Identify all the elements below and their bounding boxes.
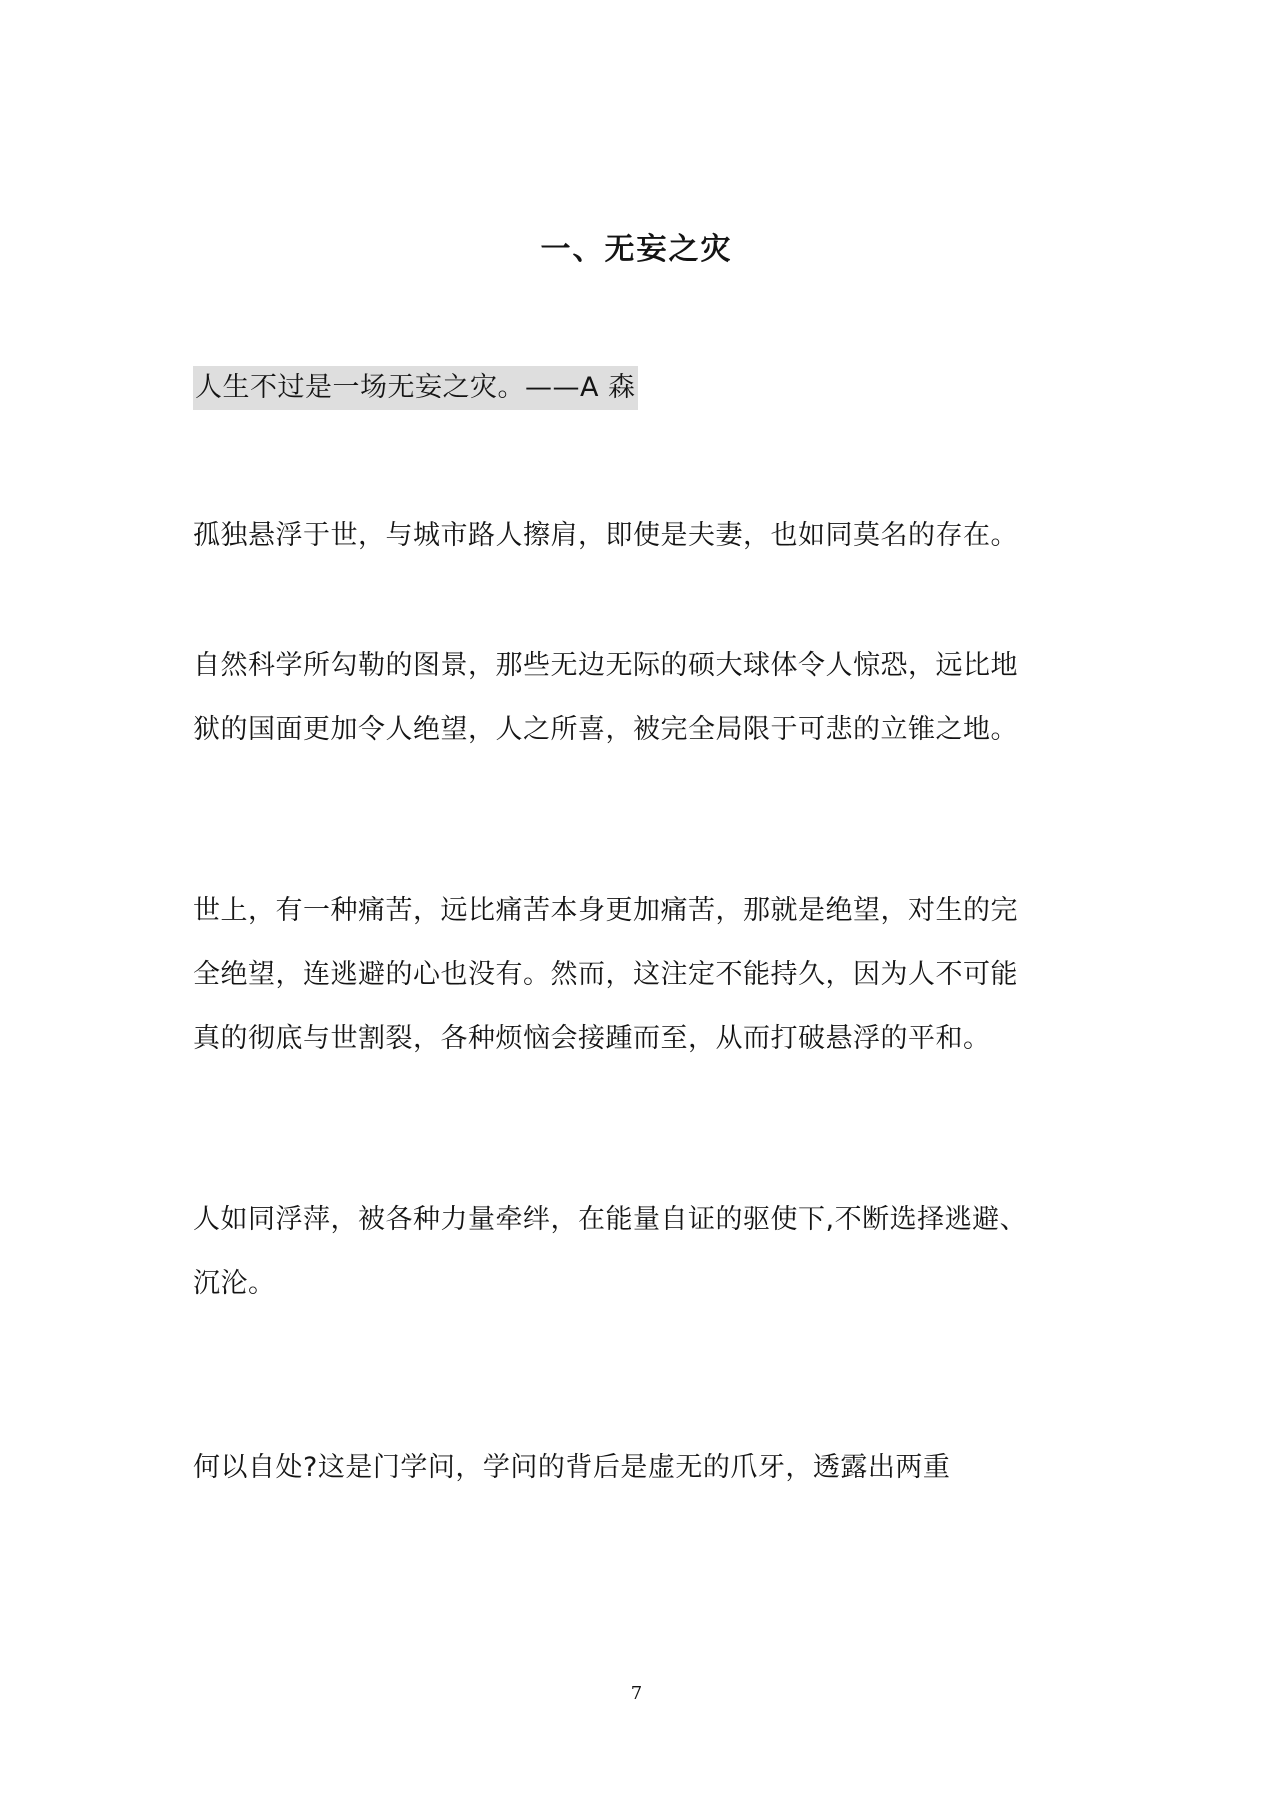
paragraph-line: 世上，有一种痛苦，远比痛苦本身更加痛苦，那就是绝望，对生的完 (193, 895, 1018, 926)
paragraph-line: 人如同浮萍，被各种力量牵绊，在能量自证的驱使下,不断选择逃避、 (193, 1204, 1028, 1235)
paragraph-3 (193, 879, 1018, 1071)
paragraph-line: 自然科学所勾勒的图景，那些无边无际的硕大球体令人惊恐，远比地 (193, 650, 1018, 681)
page-number: 7 (630, 1683, 643, 1704)
body-text (193, 366, 1093, 1483)
paragraph-line: 沉沦。 (193, 1268, 276, 1299)
paragraph-5 (193, 1436, 950, 1500)
chapter-title: 一、无妄之灾 (540, 232, 733, 267)
paragraph-line: 全绝望，连逃避的心也没有。然而，这注定不能持久，因为人不可能 (193, 959, 1018, 990)
paragraph-1 (193, 504, 1018, 568)
paragraph-line: 孤独悬浮于世，与城市路人擦肩，即使是夫妻，也如同莫名的存在。 (193, 520, 1018, 551)
paragraph-line: 真的彻底与世割裂，各种烦恼会接踵而至，从而打破悬浮的平和。 (193, 1023, 991, 1054)
paragraph-line: 狱的国面更加令人绝望，人之所喜，被完全局限于可悲的立锥之地。 (193, 714, 1018, 745)
paragraph-2 (193, 634, 1018, 762)
paragraph-line: 何以自处?这是门学问，学问的背后是虚无的爪牙，透露出两重 (193, 1452, 951, 1483)
paragraph-4 (193, 1188, 1027, 1316)
epigraph-quote: 人生不过是一场无妄之灾。——A 森 (193, 366, 638, 410)
